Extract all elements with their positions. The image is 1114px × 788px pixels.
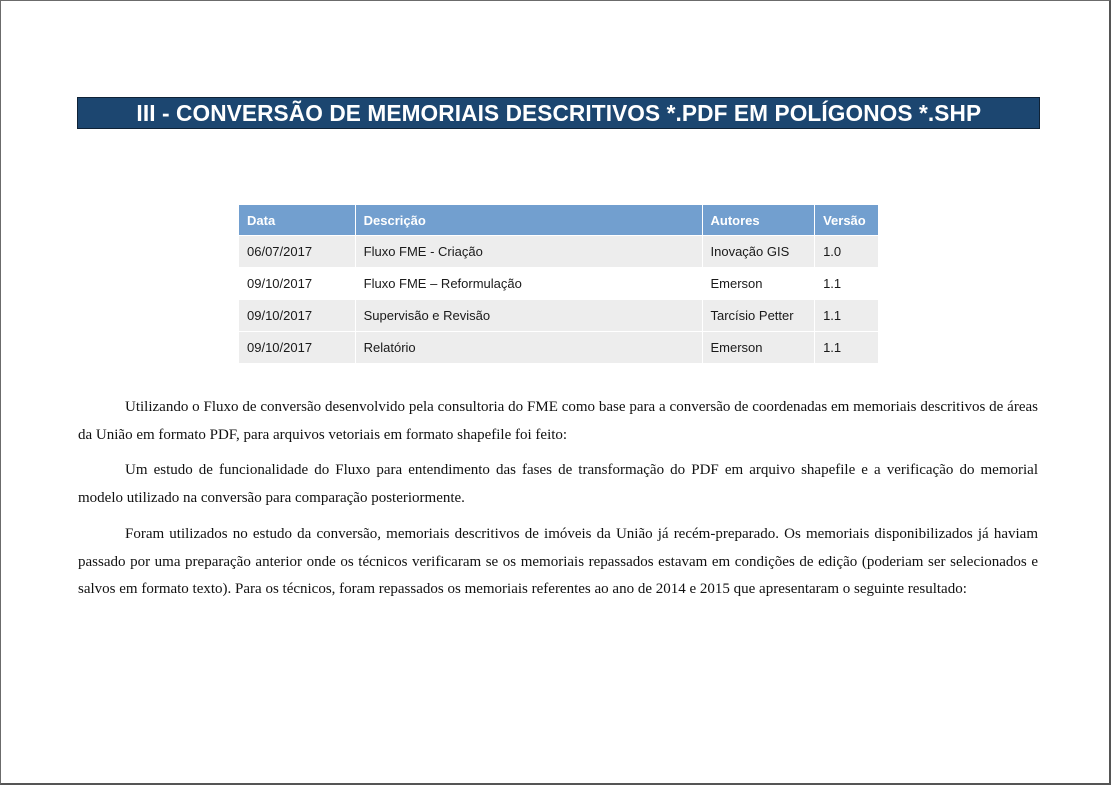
table-row	[239, 268, 878, 300]
cell-autores: Emerson	[702, 332, 815, 364]
table-header-row	[239, 205, 878, 236]
cell-data: 06/07/2017	[239, 236, 355, 268]
cell-data: 09/10/2017	[239, 332, 355, 364]
column-header-versao: Versão	[815, 205, 878, 236]
cell-descricao: Fluxo FME – Reformulação	[355, 268, 702, 300]
table-row	[239, 236, 878, 268]
section-title-bar	[77, 97, 1040, 129]
cell-data: 09/10/2017	[239, 268, 355, 300]
body-paragraph-3: Foram utilizados no estudo da conversão, memoriais descritivos de imóveis da União já recém-preparado. Os memoriais disponibilizados já haviam passado por uma preparação anterior onde os técnicos verificaram se os memoriais repassados estavam em condições de edição (poderiam ser selecionados e salvos em formato texto). Para os técnicos, foram repassados os memoriais referentes ao ano de 2014 e 2015 que apresentaram o seguinte resultado:	[78, 526, 1038, 597]
body-paragraph-2: Um estudo de funcionalidade do Fluxo para entendimento das fases de transformação do PDF em arquivo shapefile e a verificação do memorial modelo utilizado na conversão para comparação posteriormente.	[78, 462, 1038, 506]
cell-autores: Emerson	[702, 268, 815, 300]
cell-autores: Tarcísio Petter	[702, 300, 815, 332]
cell-versao: 1.1	[815, 332, 878, 364]
cell-versao: 1.1	[815, 268, 878, 300]
cell-descricao: Supervisão e Revisão	[355, 300, 702, 332]
revision-history-table	[239, 205, 878, 363]
cell-autores: Inovação GIS	[702, 236, 815, 268]
cell-data: 09/10/2017	[239, 300, 355, 332]
cell-descricao: Fluxo FME - Criação	[355, 236, 702, 268]
table-row	[239, 300, 878, 332]
column-header-autores: Autores	[702, 205, 815, 236]
cell-versao: 1.1	[815, 300, 878, 332]
cell-versao: 1.0	[815, 236, 878, 268]
table-row	[239, 332, 878, 364]
cell-descricao: Relatório	[355, 332, 702, 364]
body-paragraph-1: Utilizando o Fluxo de conversão desenvolvido pela consultoria do FME como base para a conversão de coordenadas em memoriais descritivos de áreas da União em formato PDF, para arquivos vetoriais em formato shapefile foi feito:	[78, 399, 1038, 443]
column-header-descricao: Descrição	[355, 205, 702, 236]
column-header-data: Data	[239, 205, 355, 236]
section-title: III - CONVERSÃO DE MEMORIAIS DESCRITIVOS *.PDF EM POLÍGONOS *.SHP	[136, 99, 981, 126]
